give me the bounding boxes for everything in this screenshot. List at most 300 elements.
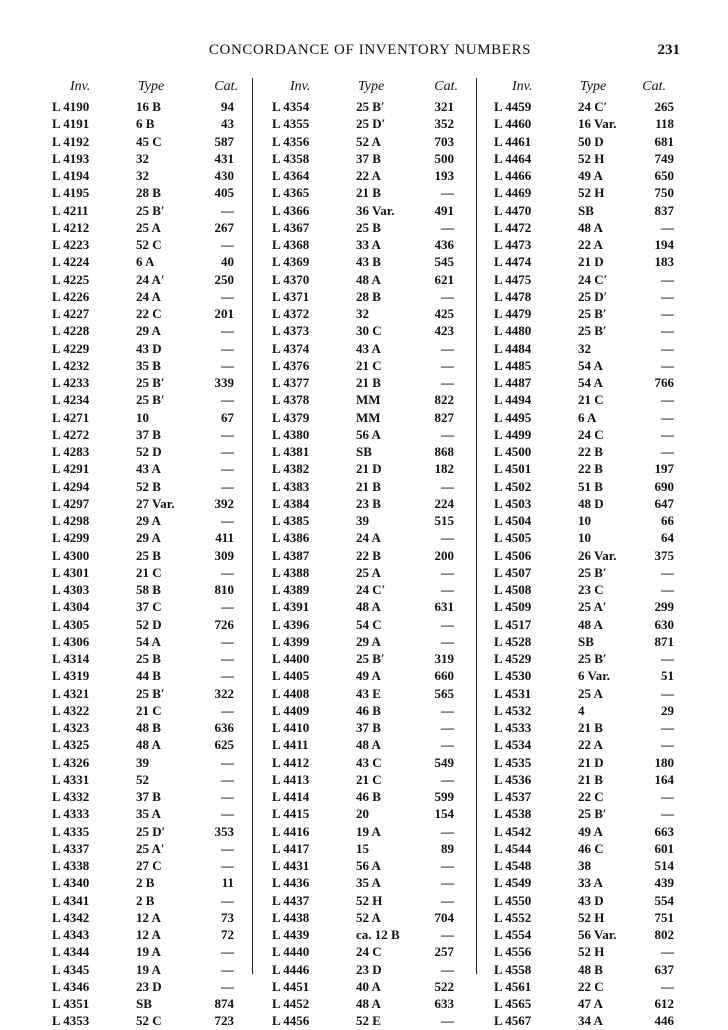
cat-cell: — xyxy=(661,219,674,235)
type-cell: 43 E xyxy=(356,685,381,701)
type-cell: 54 C xyxy=(356,616,382,632)
type-cell: 23 D xyxy=(136,978,162,994)
inv-cell: L 4478 xyxy=(494,288,532,304)
type-cell: 48 A xyxy=(356,271,381,287)
cat-cell: 549 xyxy=(434,754,454,770)
type-cell: 56 Var. xyxy=(578,927,617,942)
type-cell: 44 B xyxy=(136,668,161,684)
cat-cell: — xyxy=(441,633,454,649)
type-cell: 25 A xyxy=(356,564,381,580)
type-cell: 25 A xyxy=(578,685,603,701)
cat-cell: 40 xyxy=(221,254,234,270)
inv-cell: L 4372 xyxy=(272,306,310,321)
table-row xyxy=(52,409,252,426)
inv-cell: L 4306 xyxy=(52,633,90,649)
cat-cell: 94 xyxy=(221,99,234,114)
type-cell: 35 A xyxy=(356,875,381,891)
type-cell: 48 A xyxy=(356,996,381,1011)
type-cell: 21 C xyxy=(136,702,162,718)
table-row xyxy=(272,305,472,322)
cat-cell: 194 xyxy=(654,237,674,252)
type-cell: 25 B′ xyxy=(356,99,385,114)
cat-cell: 439 xyxy=(654,875,674,891)
table-row xyxy=(52,823,252,840)
table-row xyxy=(494,167,680,184)
table-row xyxy=(52,133,252,150)
cat-cell: — xyxy=(441,564,454,580)
inv-cell: L 4343 xyxy=(52,927,90,942)
cat-cell: — xyxy=(221,340,234,356)
inv-cell: L 4193 xyxy=(52,150,90,166)
table-row xyxy=(494,633,680,650)
type-cell: 52 H xyxy=(578,944,605,960)
type-cell: SB xyxy=(136,996,152,1011)
cat-cell: 522 xyxy=(434,978,454,994)
inv-cell: L 4440 xyxy=(272,944,310,960)
cat-cell: 601 xyxy=(654,840,674,856)
inv-cell: L 4283 xyxy=(52,444,90,459)
table-row xyxy=(494,892,680,909)
type-cell: 52 A xyxy=(356,133,381,149)
type-cell: 52 H xyxy=(356,892,383,908)
inv-cell: L 4384 xyxy=(272,495,310,511)
table-row xyxy=(52,374,252,391)
inv-cell: L 4503 xyxy=(494,495,532,511)
cat-cell: 265 xyxy=(654,99,674,114)
type-cell: 48 A xyxy=(578,219,603,235)
cat-cell: 500 xyxy=(434,150,454,166)
cat-cell: 827 xyxy=(434,409,454,425)
inv-cell: L 4494 xyxy=(494,392,532,408)
cat-cell: 425 xyxy=(434,306,454,321)
type-cell: 35 B xyxy=(136,357,161,373)
header-type: Type xyxy=(358,79,385,94)
inv-cell: L 4532 xyxy=(494,702,532,718)
cat-cell: 514 xyxy=(654,858,674,873)
table-row xyxy=(272,995,472,1012)
table-row xyxy=(272,685,472,702)
inv-cell: L 4223 xyxy=(52,237,90,252)
inv-cell: L 4379 xyxy=(272,409,310,425)
table-row xyxy=(494,754,680,771)
table-row xyxy=(494,495,680,512)
cat-cell: — xyxy=(661,357,674,373)
cat-cell: 51 xyxy=(661,668,674,684)
cat-cell: — xyxy=(441,858,454,873)
type-cell: 6 Var. xyxy=(578,668,611,684)
table-row xyxy=(272,754,472,771)
table-row xyxy=(494,391,680,408)
type-cell: 23 B xyxy=(356,495,381,511)
table-row xyxy=(52,460,252,477)
table-row xyxy=(272,909,472,926)
table-row xyxy=(494,236,680,253)
table-row xyxy=(494,115,680,132)
type-cell: 38 xyxy=(578,858,591,873)
table-row xyxy=(494,202,680,219)
type-cell: 52 A xyxy=(356,909,381,925)
table-row xyxy=(494,133,680,150)
type-cell: 25 B′ xyxy=(578,323,607,339)
type-cell: 10 xyxy=(136,409,149,425)
inv-cell: L 4495 xyxy=(494,409,532,425)
inv-cell: L 4369 xyxy=(272,254,310,270)
type-cell: 52 D xyxy=(136,616,162,632)
cat-cell: — xyxy=(661,651,674,666)
table-row xyxy=(272,391,472,408)
inv-cell: L 4305 xyxy=(52,616,90,632)
cat-cell: 431 xyxy=(214,150,234,166)
cat-cell: 703 xyxy=(434,133,454,149)
cat-cell: 750 xyxy=(654,185,674,201)
inv-cell: L 4473 xyxy=(494,237,532,252)
header-type: Type xyxy=(138,79,165,94)
type-cell: 29 A xyxy=(136,530,161,546)
cat-cell: 660 xyxy=(434,668,454,684)
table-row xyxy=(272,443,472,460)
cat-cell: 375 xyxy=(654,547,674,563)
inv-cell: L 4534 xyxy=(494,737,532,753)
cat-cell: — xyxy=(441,288,454,304)
cat-cell: — xyxy=(221,323,234,339)
cat-cell: 802 xyxy=(654,927,674,942)
type-cell: 52 C xyxy=(136,237,162,252)
table-row xyxy=(52,98,252,115)
type-cell: 40 A xyxy=(356,978,381,994)
type-cell: 37 B xyxy=(356,150,381,166)
table-row xyxy=(494,978,680,995)
cat-cell: 545 xyxy=(434,254,454,270)
table-row xyxy=(272,892,472,909)
inv-cell: L 4364 xyxy=(272,168,310,183)
inv-cell: L 4300 xyxy=(52,547,90,563)
cat-cell: — xyxy=(221,564,234,580)
cat-cell: 515 xyxy=(434,513,454,528)
inv-cell: L 4548 xyxy=(494,858,532,873)
type-cell: 25 B xyxy=(136,651,161,666)
type-cell: 52 B xyxy=(136,478,161,494)
type-cell: 36 Var. xyxy=(356,202,395,218)
type-cell: 21 D xyxy=(356,461,382,477)
page-number: 231 xyxy=(657,42,680,58)
cat-cell: 67 xyxy=(221,409,234,425)
cat-cell: — xyxy=(441,961,454,977)
inv-cell: L 4436 xyxy=(272,875,310,891)
type-cell: 25 B′ xyxy=(136,375,165,390)
table-row xyxy=(52,357,252,374)
type-cell: 21 B xyxy=(356,185,381,201)
cat-cell: 224 xyxy=(434,495,454,511)
inv-cell: L 4408 xyxy=(272,685,310,701)
table-row xyxy=(272,133,472,150)
cat-cell: — xyxy=(221,858,234,873)
type-cell: 12 A xyxy=(136,909,161,925)
cat-cell: — xyxy=(661,271,674,287)
inv-cell: L 4331 xyxy=(52,771,90,787)
table-row xyxy=(272,426,472,443)
cat-cell: — xyxy=(661,737,674,753)
inv-cell: L 4413 xyxy=(272,771,310,787)
cat-cell: — xyxy=(221,806,234,822)
cat-cell: — xyxy=(661,392,674,408)
cat-cell: 73 xyxy=(221,909,234,925)
cat-cell: 630 xyxy=(654,616,674,632)
cat-cell: 309 xyxy=(214,547,234,563)
cat-cell: 871 xyxy=(654,633,674,649)
table-row xyxy=(494,253,680,270)
table-row xyxy=(272,616,472,633)
table-row xyxy=(272,340,472,357)
cat-cell: — xyxy=(221,892,234,908)
inv-cell: L 4400 xyxy=(272,651,310,666)
type-cell: 25 B′ xyxy=(578,651,607,666)
cat-cell: 663 xyxy=(654,823,674,839)
type-cell: 10 xyxy=(578,530,591,546)
cat-cell: — xyxy=(221,702,234,718)
table-row xyxy=(52,115,252,132)
cat-cell: — xyxy=(441,340,454,356)
cat-cell: 182 xyxy=(434,461,454,477)
table-row xyxy=(52,961,252,978)
cat-cell: 690 xyxy=(654,478,674,494)
table-row xyxy=(494,823,680,840)
type-cell: 26 Var. xyxy=(578,547,617,563)
cat-cell: 183 xyxy=(654,254,674,270)
type-cell: 33 A xyxy=(578,875,603,891)
cat-cell: — xyxy=(441,720,454,735)
table-row xyxy=(272,857,472,874)
cat-cell: 647 xyxy=(654,495,674,511)
type-cell: 37 B xyxy=(136,426,161,442)
inv-cell: L 4381 xyxy=(272,444,310,459)
type-cell: 37 C xyxy=(136,599,162,615)
inv-cell: L 4535 xyxy=(494,754,532,770)
cat-cell: 43 xyxy=(221,116,234,132)
table-column-3 xyxy=(494,78,680,1029)
inv-cell: L 4412 xyxy=(272,754,310,770)
type-cell: 25 B′ xyxy=(356,651,385,666)
inv-cell: L 4554 xyxy=(494,927,532,942)
cat-cell: — xyxy=(221,426,234,442)
inv-cell: L 4533 xyxy=(494,720,532,735)
type-cell: 21 D xyxy=(578,754,604,770)
cat-cell: 423 xyxy=(434,323,454,339)
inv-cell: L 4376 xyxy=(272,357,310,373)
type-cell: 25 D′ xyxy=(578,288,608,304)
inv-cell: L 4294 xyxy=(52,478,90,494)
cat-cell: — xyxy=(661,444,674,459)
type-cell: 54 A xyxy=(578,375,603,390)
inv-cell: L 4470 xyxy=(494,202,532,218)
inv-cell: L 4558 xyxy=(494,961,532,977)
cat-cell: 11 xyxy=(221,875,234,891)
type-cell: 12 A xyxy=(136,927,161,942)
table-row xyxy=(52,788,252,805)
table-row xyxy=(494,581,680,598)
inv-cell: L 4452 xyxy=(272,996,310,1011)
inv-cell: L 4212 xyxy=(52,219,90,235)
type-cell: 24 A xyxy=(136,288,161,304)
column-divider xyxy=(476,78,477,974)
cat-cell: 411 xyxy=(215,530,234,546)
inv-cell: L 4291 xyxy=(52,461,90,477)
inv-cell: L 4387 xyxy=(272,547,310,563)
table-row xyxy=(272,823,472,840)
inv-cell: L 4552 xyxy=(494,909,532,925)
cat-cell: — xyxy=(661,323,674,339)
table-row xyxy=(494,426,680,443)
table-row xyxy=(52,322,252,339)
type-cell: 48 A xyxy=(578,616,603,632)
inv-cell: L 4342 xyxy=(52,909,90,925)
table-row xyxy=(52,874,252,891)
type-cell: 43 D xyxy=(136,340,162,356)
type-cell: 23 D xyxy=(356,961,382,977)
row-group xyxy=(272,98,472,1030)
cat-cell: 637 xyxy=(654,961,674,977)
inv-cell: L 4228 xyxy=(52,323,90,339)
cat-cell: 587 xyxy=(214,133,234,149)
type-cell: 32 xyxy=(356,306,369,321)
inv-cell: L 4303 xyxy=(52,582,90,597)
type-cell: 54 A xyxy=(136,633,161,649)
type-cell: 48 A xyxy=(136,737,161,753)
type-cell: 22 C xyxy=(578,978,604,994)
cat-cell: 257 xyxy=(434,944,454,960)
inv-cell: L 4487 xyxy=(494,375,532,390)
cat-cell: — xyxy=(661,409,674,425)
cat-cell: — xyxy=(661,978,674,994)
table-row xyxy=(494,460,680,477)
table-row xyxy=(272,943,472,960)
inv-cell: L 4323 xyxy=(52,720,90,735)
cat-cell: — xyxy=(221,978,234,994)
table-row xyxy=(272,495,472,512)
type-cell: MM xyxy=(356,392,381,408)
inv-cell: L 4190 xyxy=(52,99,90,114)
inv-cell: L 4299 xyxy=(52,530,90,546)
table-row xyxy=(494,943,680,960)
type-cell: 20 xyxy=(356,806,369,822)
inv-cell: L 4365 xyxy=(272,185,310,201)
table-row xyxy=(272,978,472,995)
table-row xyxy=(494,685,680,702)
cat-cell: — xyxy=(661,564,674,580)
inv-cell: L 4411 xyxy=(272,737,309,753)
inv-cell: L 4345 xyxy=(52,961,90,977)
cat-cell: — xyxy=(221,789,234,804)
cat-cell: — xyxy=(441,823,454,839)
inv-cell: L 4272 xyxy=(52,426,90,442)
cat-cell: 636 xyxy=(214,720,234,735)
cat-cell: 180 xyxy=(654,754,674,770)
type-cell: 25 B′ xyxy=(136,392,165,408)
table-row xyxy=(494,616,680,633)
table-row xyxy=(494,305,680,322)
type-cell: 46 C xyxy=(578,840,604,856)
table-row xyxy=(494,340,680,357)
type-cell: 2 B xyxy=(136,875,155,891)
inv-cell: L 4378 xyxy=(272,392,310,408)
inv-cell: L 4480 xyxy=(494,323,532,339)
table-row xyxy=(272,633,472,650)
type-cell: 21 C xyxy=(578,392,604,408)
header-inv: Inv. xyxy=(70,79,91,94)
inv-cell: L 4484 xyxy=(494,340,532,356)
table-row xyxy=(52,529,252,546)
type-cell: 24 C′ xyxy=(356,582,386,597)
cat-cell: — xyxy=(441,1013,454,1029)
type-cell: 30 C xyxy=(356,323,382,339)
inv-cell: L 4271 xyxy=(52,409,90,425)
inv-cell: L 4353 xyxy=(52,1013,90,1029)
cat-cell: 352 xyxy=(434,116,454,132)
cat-cell: — xyxy=(441,426,454,442)
type-cell: 6 A xyxy=(136,254,155,270)
cat-cell: — xyxy=(221,237,234,252)
cat-cell: — xyxy=(221,961,234,977)
cat-cell: 200 xyxy=(434,547,454,563)
inv-cell: L 4344 xyxy=(52,944,90,960)
cat-cell: 565 xyxy=(434,685,454,701)
type-cell: 25 B′ xyxy=(136,202,165,218)
type-cell: 21 C xyxy=(356,771,382,787)
cat-cell: 625 xyxy=(214,737,234,753)
inv-cell: L 4556 xyxy=(494,944,532,960)
table-row xyxy=(272,288,472,305)
table-row xyxy=(494,650,680,667)
type-cell: 22 A xyxy=(356,168,381,183)
type-cell: 43 B xyxy=(356,254,381,270)
table-row xyxy=(52,167,252,184)
table-row xyxy=(272,184,472,201)
type-cell: SB xyxy=(578,202,594,218)
inv-cell: L 4341 xyxy=(52,892,90,908)
cat-cell: — xyxy=(441,875,454,891)
cat-cell: 631 xyxy=(434,599,454,615)
cat-cell: 749 xyxy=(654,150,674,166)
type-cell: 39 xyxy=(136,754,149,770)
table-row xyxy=(52,271,252,288)
cat-cell: 353 xyxy=(214,823,234,839)
table-row xyxy=(52,771,252,788)
type-cell: 25 A′ xyxy=(136,840,165,856)
cat-cell: — xyxy=(221,944,234,960)
cat-cell: 723 xyxy=(214,1013,234,1029)
table-column-1 xyxy=(52,78,252,1029)
inv-cell: L 4225 xyxy=(52,271,90,287)
table-row xyxy=(272,374,472,391)
inv-cell: L 4485 xyxy=(494,357,532,373)
inv-cell: L 4383 xyxy=(272,478,310,494)
inv-cell: L 4211 xyxy=(52,202,89,218)
type-cell: 19 A xyxy=(136,944,161,960)
table-row xyxy=(272,650,472,667)
cat-cell: — xyxy=(661,789,674,804)
table-row xyxy=(494,961,680,978)
cat-cell: — xyxy=(221,771,234,787)
table-row xyxy=(52,219,252,236)
table-row xyxy=(52,995,252,1012)
inv-cell: L 4391 xyxy=(272,599,310,615)
table-row xyxy=(494,478,680,495)
table-row xyxy=(272,564,472,581)
table-row xyxy=(272,598,472,615)
type-cell: 24 A xyxy=(356,530,381,546)
table-row xyxy=(52,305,252,322)
table-row xyxy=(494,805,680,822)
inv-cell: L 4319 xyxy=(52,668,90,684)
